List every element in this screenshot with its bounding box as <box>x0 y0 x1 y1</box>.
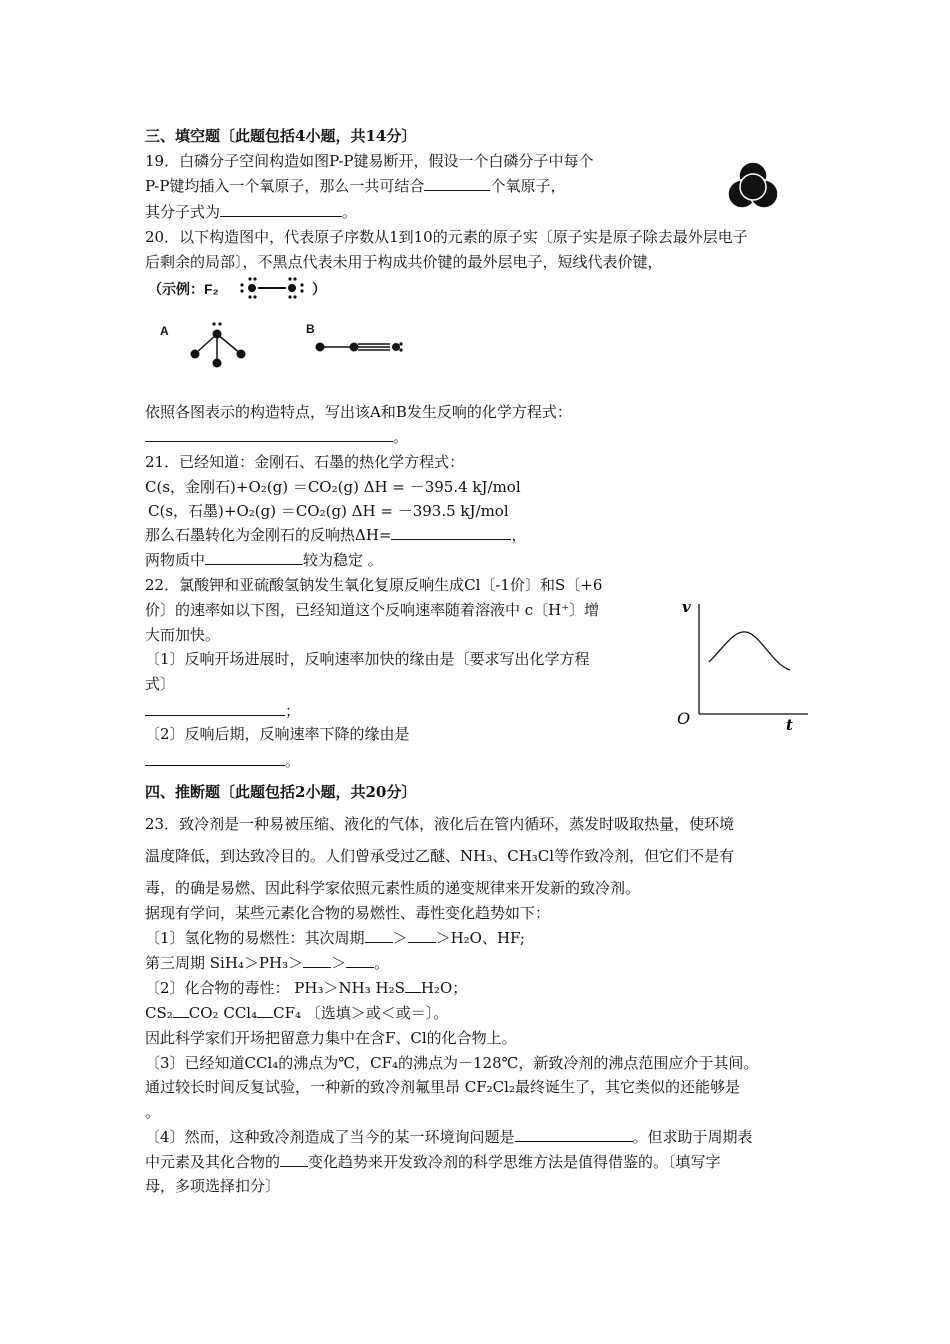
q19-text-c: 其分子式为 <box>145 203 221 221</box>
q22-line8 <box>145 750 300 772</box>
q21-eq1: C(s，金刚石)+O₂(g) ＝CO₂(g) ΔH = －395.4 kJ/mol <box>145 478 521 496</box>
q22-line5: 式〕 <box>145 675 176 693</box>
q19-text-d: 。 <box>342 203 358 221</box>
q23-line15: 母，多项选择扣分〕 <box>145 1177 281 1195</box>
q23-blank-environment[interactable] <box>515 1127 633 1142</box>
q23-blank-4[interactable] <box>346 953 374 968</box>
q22-line6 <box>145 700 300 722</box>
q23-line12: 。 <box>145 1103 161 1121</box>
q23-text-8c: CF₄ 〔选填＞或＜或＝〕。 <box>273 1004 449 1022</box>
q19-line1: 19．白磷分子空间构造如图P-P键易断开，假设一个白磷分子中每个 <box>145 152 594 170</box>
q23-text-14a: 中元素及其化合物的 <box>145 1153 281 1171</box>
q22-line1: 22．氯酸钾和亚硫酸氢钠发生氧化复原反响生成Cl〔-1价〕和S〔+6 <box>145 576 603 594</box>
graph-y-label: v <box>682 598 691 616</box>
q19-blank-count[interactable] <box>424 176 490 191</box>
graph-origin-label: O <box>677 709 691 728</box>
q23-text-14b: 变化趋势来开发致冷剂的科学思维方法是值得借鉴的。〔填写字 <box>308 1153 721 1171</box>
white-phosphorus-molecule-figure <box>724 158 782 216</box>
q23-text-8b: CO₂ CCl₄ <box>188 1004 258 1022</box>
q23-line3: 毒，的确是易燃、因此科学家依照元素性质的递变规律来开发新的致冷剂。 <box>145 879 641 897</box>
q20-example-label <box>148 278 219 300</box>
q23-text-6a: 第三周期 SiH₄＞PH₃＞ <box>145 954 304 972</box>
rate-time-graph <box>676 592 816 734</box>
q23-line7 <box>145 977 467 999</box>
q19-text-a: P-P键均插入一个氧原子，那么一共可结合 <box>145 177 425 195</box>
q23-line9: 因此科学家们开场把留意力集中在含F、Cl的化合物上。 <box>145 1029 517 1047</box>
q22-blank-reason2[interactable] <box>145 751 285 766</box>
q23-text-13a: 〔4〕然而，这种致冷剂造成了当今的某一环境询问题是 <box>145 1128 515 1146</box>
q22-blank-reason1[interactable] <box>145 701 285 716</box>
structure-b-label: B <box>306 322 315 336</box>
q22-line2: 价〕的速率如以下图，已经知道这个反响速率随着溶液中 c〔H⁺〕增 <box>145 601 600 619</box>
q23-blank-3[interactable] <box>303 953 331 968</box>
q19-text-b: 个氧原子， <box>490 177 566 195</box>
q21-text-b: ， <box>511 526 527 544</box>
q19-blank-formula[interactable] <box>220 202 342 217</box>
q21-line1: 21．已经知道：金刚石、石墨的热化学方程式： <box>145 453 465 471</box>
q23-line1: 23．致冷剂是一种易被压缩、液化的气体，液化后在管内循环，蒸发时吸取热量，使环境 <box>145 815 735 833</box>
q23-blank-2[interactable] <box>408 928 436 943</box>
q20-line1: 20．以下构造图中，代表原子序数从1到10的元素的原子实〔原子实是原子除去最外层电子 <box>145 228 748 246</box>
q22-line7: 〔2〕反响后期，反响速率下降的缘由是 <box>145 725 410 743</box>
q23-text-7b: H₂O； <box>420 979 468 997</box>
q19-line3 <box>145 201 357 223</box>
q23-text-5b: ＞ <box>392 929 408 947</box>
q20-line4 <box>145 426 408 448</box>
rate-curve <box>709 632 790 670</box>
q21-line5 <box>145 549 383 571</box>
q23-text-5c: ＞H₂O、HF; <box>435 929 525 947</box>
structure-a-label: A <box>160 324 169 338</box>
q23-text-7a: 〔2〕化合物的毒性： PH₃＞NH₃ H₂S <box>145 979 405 997</box>
section3-heading: 三、填空题〔此题包括4小题，共14分〕 <box>145 127 417 145</box>
q20-blank-equation[interactable] <box>145 427 393 442</box>
q20-example-close: ） <box>312 281 326 297</box>
q23-blank-5[interactable] <box>405 978 421 993</box>
q20-example-text: （示例：F₂ <box>148 281 219 297</box>
q21-text-d: 较为稳定 。 <box>303 551 383 569</box>
graph-x-label: t <box>786 716 793 734</box>
q23-text-8a: CS₂ <box>145 1004 173 1022</box>
q21-text-c: 两物质中 <box>145 551 206 569</box>
q21-eq2: C(s，石墨)+O₂(g) ＝CO₂(g) ΔH = －393.5 kJ/mol <box>148 502 509 520</box>
q23-blank-trend[interactable] <box>280 1152 308 1167</box>
q23-line11: 通过较长时间反复试验，一种新的致冷剂氟里昂 CF₂Cl₂最终诞生了，其它类似的还能够是 <box>145 1078 740 1096</box>
q20-text-end: 。 <box>393 428 409 446</box>
q21-blank-dh[interactable] <box>391 525 511 540</box>
q20-line2: 后剩余的局部〕，不黑点代表未用于构成共价键的最外层电子，短线代表价键， <box>145 253 663 271</box>
q20-line3: 依照各图表示的构造特点，写出该A和B发生反响的化学方程式： <box>145 403 572 421</box>
q22-text-end: 。 <box>285 752 301 770</box>
q23-line8 <box>145 1002 448 1024</box>
q23-line4: 据现有学问，某些元素化合物的易燃性、毒性变化趋势如下： <box>145 904 551 922</box>
q23-blank-1[interactable] <box>365 928 393 943</box>
section4-heading: 四、推断题〔此题包括2小题，共20分〕 <box>145 783 417 801</box>
q21-line4 <box>145 524 527 546</box>
q22-line4: 〔1〕反响开场进展时，反响速率加快的缘由是〔要求写出化学方程 <box>145 650 590 668</box>
q23-text-6b: ＞ <box>331 954 347 972</box>
q23-line2: 温度降低，到达致冷目的。人们曾承受过乙醚、NH₃、CH₃Cl等作致冷剂，但它们不是有 <box>145 847 735 865</box>
q22-text-semi: ； <box>285 702 301 720</box>
structure-a-figure <box>185 320 255 372</box>
q22-line3: 大而加快。 <box>145 626 221 644</box>
q23-text-6c: 。 <box>374 954 390 972</box>
q23-line10: 〔3〕已经知道CCl₄的沸点为℃，CF₄的沸点为－128℃，新致冷剂的沸点范围应介于其间。 <box>145 1054 759 1072</box>
q23-line6 <box>145 952 389 974</box>
q23-line13 <box>145 1126 753 1148</box>
q23-line14 <box>145 1151 721 1173</box>
q23-blank-6[interactable] <box>173 1003 189 1018</box>
q23-text-13b: 。但求助于周期表 <box>632 1128 753 1146</box>
q23-blank-7[interactable] <box>257 1003 273 1018</box>
structure-b-figure <box>312 336 404 358</box>
q23-text-5a: 〔1〕氢化物的易燃性：其次周期 <box>145 929 365 947</box>
q21-text-a: 那么石墨转化为金刚石的反响热ΔH= <box>145 526 392 544</box>
q21-blank-stable[interactable] <box>205 550 303 565</box>
q23-line5 <box>145 927 525 949</box>
f2-example-structure <box>236 276 306 300</box>
q19-line2 <box>145 175 565 197</box>
